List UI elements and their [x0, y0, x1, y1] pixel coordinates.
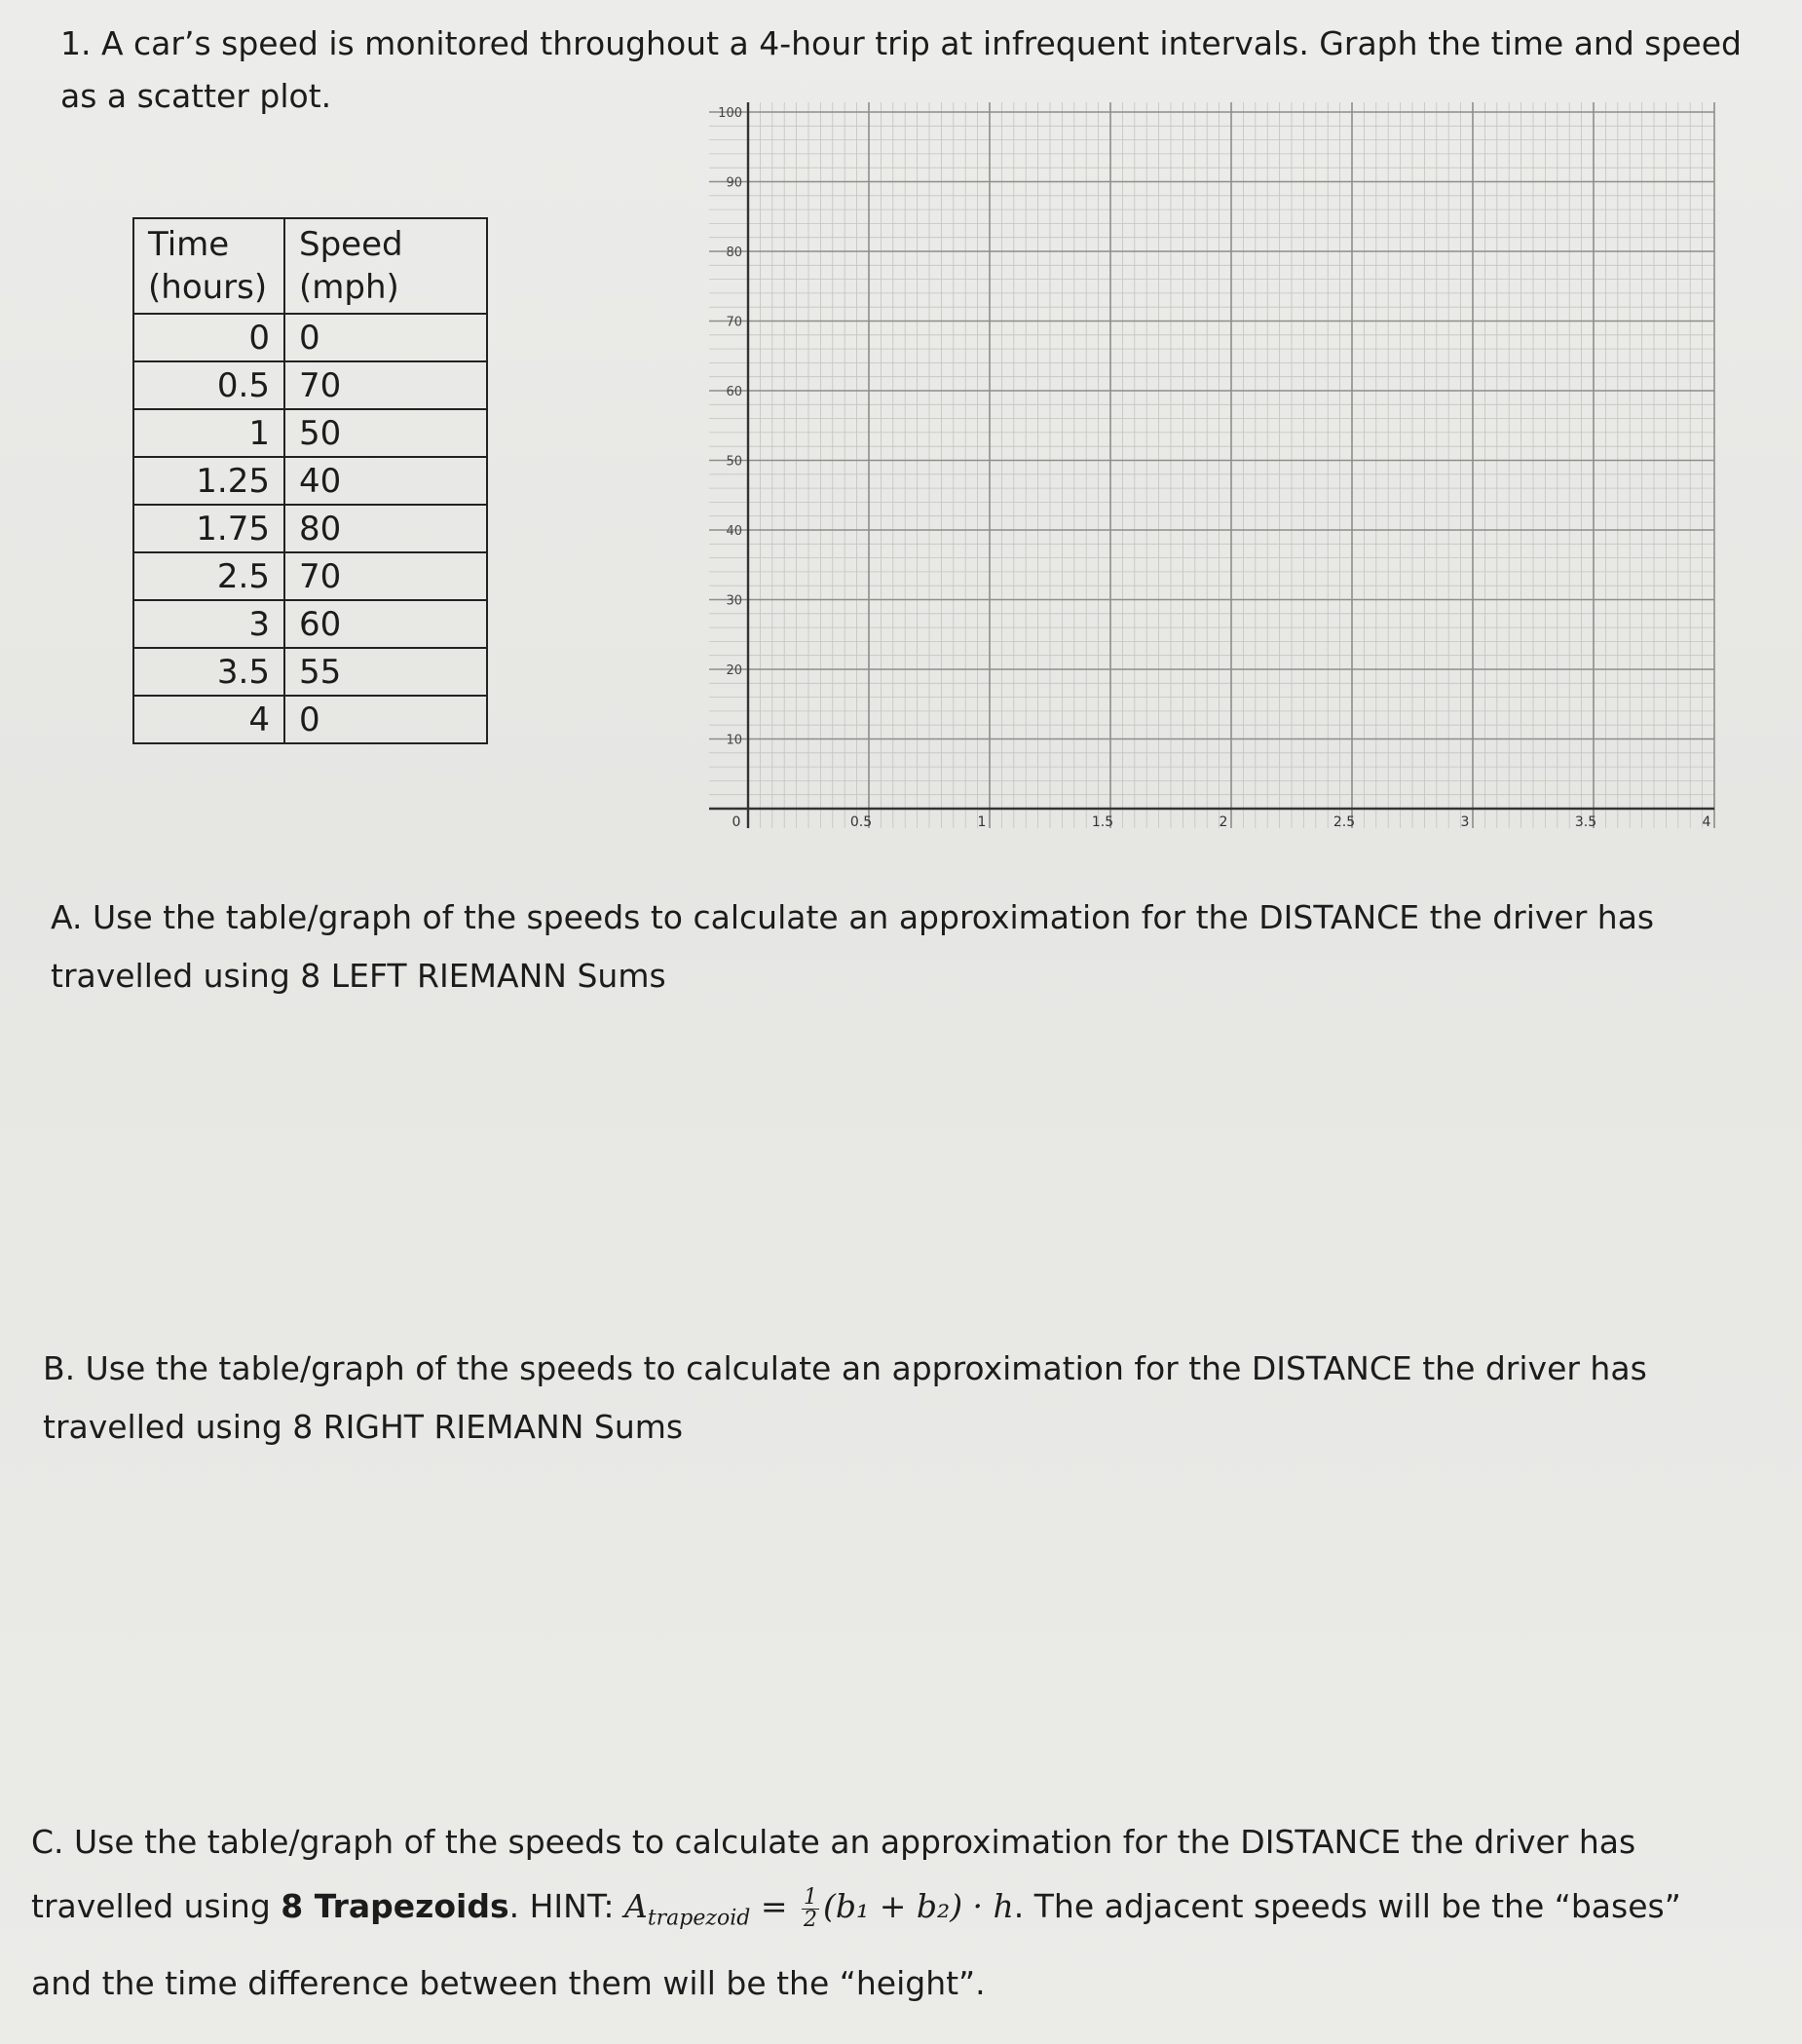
speed-cell: 70: [284, 552, 487, 600]
x-tick-label: 2.5: [1333, 814, 1356, 830]
part-c-line-2: [31, 1874, 1765, 1951]
time-cell: 1.25: [133, 457, 284, 505]
part-c-line-3: and the time difference between them will be the “height”.: [31, 1963, 986, 2002]
y-tick-label: 70: [726, 315, 742, 330]
speed-cell: 40: [284, 457, 487, 505]
time-cell: 1.75: [133, 505, 284, 552]
speed-cell: 0: [284, 696, 487, 743]
speed-header: [284, 218, 487, 314]
speed-cell: 60: [284, 600, 487, 648]
trapezoid-formula: [623, 1884, 1014, 1932]
table-row: [133, 648, 487, 696]
x-tick-labels: [732, 814, 1711, 830]
blank-scatter-grid: [682, 88, 1734, 857]
part-c-line-1: C. Use the table/graph of the speeds to calculate an approximation for the DISTANCE the driver has: [31, 1823, 1636, 1861]
question-line-1: 1. A car’s speed is monitored throughout a 4-hour trip at infrequent intervals. Graph the time and speed: [60, 24, 1742, 62]
part-b-line-1: B. Use the table/graph of the speeds to calculate an approximation for the DISTANCE the driver has: [43, 1349, 1647, 1387]
table-row: [133, 696, 487, 743]
time-header-line2: (hours): [148, 268, 268, 307]
y-tick-label: 60: [726, 385, 742, 399]
y-tick-label: 40: [726, 524, 742, 539]
part-c-bases: . The adjacent speeds will be the “bases”: [1013, 1887, 1681, 1925]
time-cell: 0.5: [133, 361, 284, 409]
x-tick-label: 0: [732, 814, 741, 830]
part-c: [31, 1810, 1765, 2016]
table-row: [133, 600, 487, 648]
speed-cell: 0: [284, 314, 487, 361]
speed-header-line1: Speed: [299, 225, 403, 264]
table-row: [133, 505, 487, 552]
table-row: [133, 361, 487, 409]
x-tick-label: 3.5: [1574, 814, 1597, 830]
time-cell: 0: [133, 314, 284, 361]
part-c-text: travelled using: [31, 1887, 282, 1925]
part-c-hint: . HINT:: [508, 1887, 624, 1925]
time-speed-table: [132, 217, 488, 744]
axes: [709, 102, 1714, 828]
y-tick-label: 80: [726, 246, 742, 260]
y-tick-label: 10: [726, 733, 742, 748]
x-tick-label: 0.5: [849, 814, 873, 830]
table-row: [133, 314, 487, 361]
part-a-line-1: A. Use the table/graph of the speeds to calculate an approximation for the DISTANCE the driver has: [51, 898, 1655, 936]
time-cell: 3: [133, 600, 284, 648]
part-a: [51, 889, 1784, 1005]
time-cell: 1: [133, 409, 284, 457]
speed-cell: 55: [284, 648, 487, 696]
part-b-line-2: travelled using 8 RIGHT RIEMANN Sums: [43, 1408, 684, 1446]
y-tick-labels: [718, 106, 742, 748]
y-tick-label: 50: [726, 454, 742, 470]
table-row: [133, 409, 487, 457]
speed-cell: 80: [284, 505, 487, 552]
x-tick-label: 1: [977, 814, 987, 830]
x-tick-label: 4: [1702, 814, 1711, 830]
question-line-2: as a scatter plot.: [60, 77, 332, 115]
part-a-line-2: travelled using 8 LEFT RIEMANN Sums: [51, 957, 666, 995]
y-tick-label: 90: [726, 175, 742, 191]
time-cell: 3.5: [133, 648, 284, 696]
table-header-row: [133, 218, 487, 314]
formula-a: A: [623, 1887, 648, 1925]
formula-subscript: trapezoid: [647, 1906, 751, 1931]
time-header-line1: Time: [148, 225, 230, 264]
speed-cell: 70: [284, 361, 487, 409]
fraction-denominator: 2: [803, 1907, 817, 1932]
one-half-fraction: [802, 1884, 819, 1932]
part-c-bold: 8 Trapezoids: [281, 1887, 509, 1925]
y-tick-label: 20: [726, 663, 742, 678]
time-cell: 2.5: [133, 552, 284, 600]
time-header: [133, 218, 284, 314]
formula-rest: (b₁ + b₂) · h: [822, 1887, 1014, 1925]
major-grid-lines: [709, 102, 1714, 828]
speed-cell: 50: [284, 409, 487, 457]
table-row: [133, 457, 487, 505]
minor-grid-lines: [709, 102, 1714, 828]
time-cell: 4: [133, 696, 284, 743]
x-tick-label: 2: [1219, 814, 1228, 830]
x-tick-label: 3: [1460, 814, 1470, 830]
formula-equals: =: [750, 1887, 798, 1925]
speed-header-line2: (mph): [299, 268, 399, 307]
x-tick-label: 1.5: [1091, 814, 1114, 830]
table-row: [133, 552, 487, 600]
y-tick-label: 30: [726, 593, 742, 609]
fraction-numerator: 1: [803, 1884, 817, 1910]
y-tick-label: 100: [718, 106, 742, 121]
part-b: [43, 1340, 1777, 1457]
